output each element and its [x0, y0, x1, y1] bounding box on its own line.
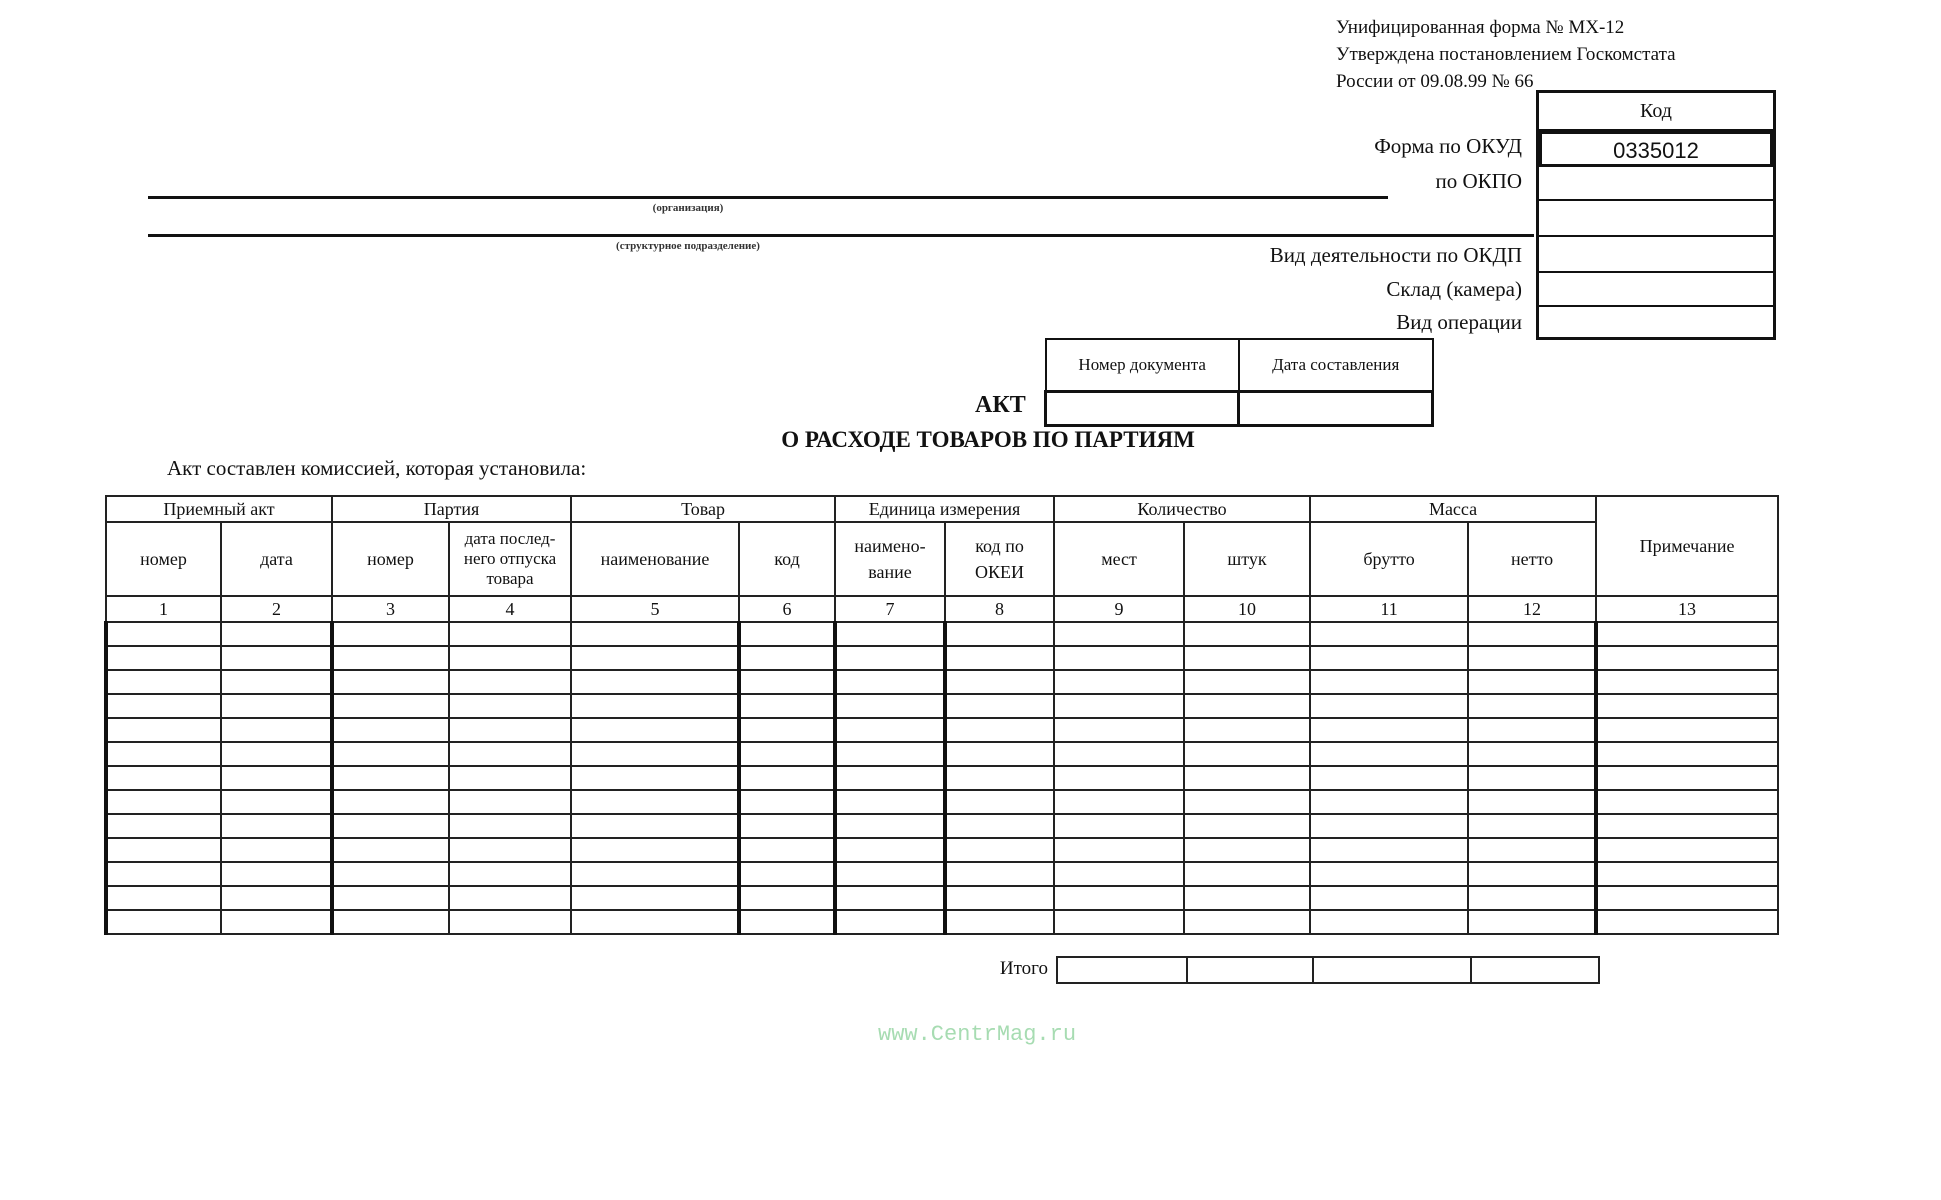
table-cell[interactable]	[571, 862, 739, 886]
table-cell[interactable]	[106, 886, 221, 910]
table-cell[interactable]	[571, 814, 739, 838]
table-cell[interactable]	[332, 910, 449, 934]
table-cell[interactable]	[1596, 790, 1778, 814]
doc-number-header: Номер документа	[1046, 339, 1239, 391]
goods-table	[104, 495, 1779, 935]
table-cell[interactable]	[1054, 910, 1184, 934]
form-approved-date: России от 09.08.99 № 66	[1336, 71, 1534, 92]
table-cell[interactable]	[1310, 790, 1468, 814]
table-cell[interactable]	[221, 718, 332, 742]
table-cell[interactable]	[739, 646, 835, 670]
table-cell[interactable]	[1310, 910, 1468, 934]
table-cell[interactable]	[221, 790, 332, 814]
act-title: АКТ	[975, 392, 1026, 418]
table-cell[interactable]	[739, 670, 835, 694]
table-cell[interactable]	[106, 670, 221, 694]
doc-number-value[interactable]	[1046, 391, 1239, 425]
table-cell[interactable]	[945, 622, 1054, 646]
table-cell[interactable]	[106, 862, 221, 886]
col-last-release-date: дата послед-него отпуска товара	[449, 522, 571, 596]
table-cell[interactable]	[1054, 718, 1184, 742]
table-cell[interactable]	[106, 838, 221, 862]
table-cell[interactable]	[1468, 718, 1596, 742]
group-priemny-akt: Приемный акт	[106, 496, 332, 522]
table-cell[interactable]	[945, 766, 1054, 790]
table-row	[106, 742, 1778, 766]
table-cell[interactable]	[1596, 838, 1778, 862]
table-cell[interactable]	[1184, 862, 1310, 886]
table-cell[interactable]	[221, 670, 332, 694]
table-cell[interactable]	[1596, 646, 1778, 670]
table-cell[interactable]	[106, 742, 221, 766]
table-cell[interactable]	[332, 646, 449, 670]
table-cell[interactable]	[1310, 718, 1468, 742]
group-unit: Единица измерения	[835, 496, 1054, 522]
column-number: 10	[1184, 596, 1310, 622]
table-cell[interactable]	[106, 718, 221, 742]
table-cell[interactable]	[835, 862, 945, 886]
table-cell[interactable]	[571, 622, 739, 646]
table-cell[interactable]	[1596, 694, 1778, 718]
table-row	[106, 790, 1778, 814]
table-cell[interactable]	[449, 910, 571, 934]
table-cell[interactable]	[945, 670, 1054, 694]
table-cell[interactable]	[571, 766, 739, 790]
table-cell[interactable]	[1468, 790, 1596, 814]
table-cell[interactable]	[739, 694, 835, 718]
table-cell[interactable]	[945, 790, 1054, 814]
table-cell[interactable]	[571, 790, 739, 814]
table-cell[interactable]	[449, 790, 571, 814]
group-note: Примечание	[1596, 496, 1778, 596]
table-cell[interactable]	[449, 886, 571, 910]
table-cell[interactable]	[1054, 742, 1184, 766]
total-label: Итого	[999, 958, 1048, 979]
table-cell[interactable]	[1310, 838, 1468, 862]
column-number: 12	[1468, 596, 1596, 622]
table-cell[interactable]	[106, 814, 221, 838]
column-number: 1	[106, 596, 221, 622]
table-cell[interactable]	[1310, 766, 1468, 790]
table-cell[interactable]	[106, 694, 221, 718]
doc-date-value[interactable]	[1239, 391, 1433, 425]
table-cell[interactable]	[221, 886, 332, 910]
watermark: www.CentrMag.ru	[878, 1022, 1077, 1047]
table-cell[interactable]	[835, 766, 945, 790]
table-cell[interactable]	[1468, 862, 1596, 886]
table-cell[interactable]	[1310, 622, 1468, 646]
table-cell[interactable]	[835, 694, 945, 718]
table-cell[interactable]	[1596, 766, 1778, 790]
table-cell[interactable]	[1468, 838, 1596, 862]
table-cell[interactable]	[1054, 646, 1184, 670]
table-cell[interactable]	[1054, 790, 1184, 814]
table-cell[interactable]	[1310, 886, 1468, 910]
table-cell[interactable]	[1184, 766, 1310, 790]
column-number: 4	[449, 596, 571, 622]
table-cell[interactable]	[449, 766, 571, 790]
table-cell[interactable]	[945, 814, 1054, 838]
table-cell[interactable]	[1310, 646, 1468, 670]
table-cell[interactable]	[449, 718, 571, 742]
table-cell[interactable]	[945, 838, 1054, 862]
table-cell[interactable]	[332, 742, 449, 766]
document-box	[1044, 338, 1434, 427]
operation-value[interactable]	[1539, 307, 1773, 337]
table-cell[interactable]	[1468, 910, 1596, 934]
table-cell[interactable]	[835, 910, 945, 934]
table-row	[106, 694, 1778, 718]
table-cell[interactable]	[1184, 886, 1310, 910]
act-subtitle: О РАСХОДЕ ТОВАРОВ ПО ПАРТИЯМ	[781, 427, 1195, 452]
table-cell[interactable]	[571, 718, 739, 742]
table-cell[interactable]	[1184, 622, 1310, 646]
table-cell[interactable]	[221, 838, 332, 862]
total-net[interactable]	[1471, 957, 1599, 983]
table-cell[interactable]	[1310, 814, 1468, 838]
okud-value[interactable]: 0335012	[1539, 131, 1773, 167]
column-number: 3	[332, 596, 449, 622]
table-row	[106, 718, 1778, 742]
table-cell[interactable]	[449, 622, 571, 646]
table-cell[interactable]	[1596, 862, 1778, 886]
table-cell[interactable]	[332, 694, 449, 718]
table-cell[interactable]	[1184, 910, 1310, 934]
table-cell[interactable]	[449, 862, 571, 886]
column-number: 11	[1310, 596, 1468, 622]
table-cell[interactable]	[332, 622, 449, 646]
form-approved: Утверждена постановлением Госкомстата	[1336, 44, 1676, 65]
table-cell[interactable]	[1310, 742, 1468, 766]
table-cell[interactable]	[835, 742, 945, 766]
table-cell[interactable]	[835, 790, 945, 814]
table-cell[interactable]	[1468, 694, 1596, 718]
table-cell[interactable]	[1054, 622, 1184, 646]
table-cell[interactable]	[106, 766, 221, 790]
table-cell[interactable]	[1596, 718, 1778, 742]
table-cell[interactable]	[449, 742, 571, 766]
table-cell[interactable]	[739, 742, 835, 766]
table-cell[interactable]	[945, 910, 1054, 934]
col-net: нетто	[1468, 522, 1596, 596]
table-cell[interactable]	[1310, 862, 1468, 886]
table-cell[interactable]	[1596, 670, 1778, 694]
col-goods-code: код	[739, 522, 835, 596]
table-cell[interactable]	[449, 670, 571, 694]
table-cell[interactable]	[945, 718, 1054, 742]
table-cell[interactable]	[449, 646, 571, 670]
table-cell[interactable]	[739, 862, 835, 886]
table-cell[interactable]	[1468, 646, 1596, 670]
table-cell[interactable]	[221, 694, 332, 718]
table-cell[interactable]	[571, 670, 739, 694]
table-cell[interactable]	[739, 886, 835, 910]
totals-table	[1056, 956, 1600, 984]
table-cell[interactable]	[221, 646, 332, 670]
table-cell[interactable]	[106, 622, 221, 646]
table-cell[interactable]	[1054, 694, 1184, 718]
table-cell[interactable]	[332, 838, 449, 862]
column-number: 6	[739, 596, 835, 622]
table-cell[interactable]	[739, 766, 835, 790]
table-cell[interactable]	[1054, 838, 1184, 862]
table-cell[interactable]	[1054, 670, 1184, 694]
table-cell[interactable]	[571, 886, 739, 910]
col-akt-number: номер	[106, 522, 221, 596]
table-cell[interactable]	[945, 742, 1054, 766]
table-cell[interactable]	[739, 622, 835, 646]
table-row	[106, 622, 1778, 646]
table-cell[interactable]	[221, 766, 332, 790]
table-row	[106, 766, 1778, 790]
table-cell[interactable]	[1184, 670, 1310, 694]
table-cell[interactable]	[1184, 694, 1310, 718]
table-cell[interactable]	[332, 886, 449, 910]
organization-caption: (организация)	[652, 202, 724, 214]
table-cell[interactable]	[1054, 886, 1184, 910]
sklad-value[interactable]	[1539, 273, 1773, 307]
table-row	[106, 814, 1778, 838]
column-number: 5	[571, 596, 739, 622]
col-pieces: штук	[1184, 522, 1310, 596]
table-cell[interactable]	[1596, 622, 1778, 646]
okud-label: Форма по ОКУД	[1374, 134, 1522, 158]
code-header: Код	[1539, 93, 1773, 131]
table-cell[interactable]	[449, 814, 571, 838]
column-number: 13	[1596, 596, 1778, 622]
form-header	[1336, 14, 1676, 95]
table-cell[interactable]	[106, 646, 221, 670]
column-number: 7	[835, 596, 945, 622]
table-cell[interactable]	[835, 646, 945, 670]
table-cell[interactable]	[835, 838, 945, 862]
table-cell[interactable]	[1184, 742, 1310, 766]
table-cell[interactable]	[945, 886, 1054, 910]
okpo-value[interactable]	[1539, 167, 1773, 201]
table-cell[interactable]	[1310, 670, 1468, 694]
total-gross[interactable]	[1313, 957, 1471, 983]
doc-date-header: Дата составления	[1239, 339, 1433, 391]
okpo-value-2[interactable]	[1539, 201, 1773, 237]
table-cell[interactable]	[945, 862, 1054, 886]
table-cell[interactable]	[221, 622, 332, 646]
table-cell[interactable]	[945, 694, 1054, 718]
group-mass: Масса	[1310, 496, 1596, 522]
table-cell[interactable]	[835, 718, 945, 742]
table-cell[interactable]	[835, 814, 945, 838]
table-cell[interactable]	[332, 766, 449, 790]
table-cell[interactable]	[1596, 742, 1778, 766]
group-partiya: Партия	[332, 496, 571, 522]
table-cell[interactable]	[332, 814, 449, 838]
table-cell[interactable]	[571, 838, 739, 862]
column-number: 2	[221, 596, 332, 622]
table-cell[interactable]	[332, 862, 449, 886]
table-cell[interactable]	[106, 790, 221, 814]
table-cell[interactable]	[571, 910, 739, 934]
table-cell[interactable]	[739, 814, 835, 838]
sklad-label: Склад (камера)	[1386, 277, 1522, 301]
form-number: Унифицированная форма № МХ-12	[1336, 17, 1625, 38]
table-cell[interactable]	[1184, 790, 1310, 814]
okdp-label: Вид деятельности по ОКДП	[1269, 243, 1522, 267]
table-cell[interactable]	[739, 910, 835, 934]
table-body	[106, 622, 1778, 934]
table-cell[interactable]	[1596, 886, 1778, 910]
table-cell[interactable]	[739, 838, 835, 862]
col-gross: брутто	[1310, 522, 1468, 596]
table-cell[interactable]	[449, 838, 571, 862]
table-cell[interactable]	[332, 718, 449, 742]
column-number: 9	[1054, 596, 1184, 622]
column-numbers-row	[106, 596, 1778, 622]
act-intro: Акт составлен комиссией, которая установила:	[167, 456, 587, 480]
table-cell[interactable]	[1468, 670, 1596, 694]
table-cell[interactable]	[1054, 766, 1184, 790]
total-pieces[interactable]	[1187, 957, 1313, 983]
table-row	[106, 670, 1778, 694]
okdp-value[interactable]	[1539, 237, 1773, 273]
table-cell[interactable]	[221, 814, 332, 838]
col-unit-okei: код по ОКЕИ	[945, 522, 1054, 596]
table-cell[interactable]	[1468, 886, 1596, 910]
table-cell[interactable]	[1054, 862, 1184, 886]
okpo-label: по ОКПО	[1435, 169, 1522, 193]
table-cell[interactable]	[739, 718, 835, 742]
col-batch-number: номер	[332, 522, 449, 596]
division-line[interactable]	[148, 234, 1534, 237]
column-number: 8	[945, 596, 1054, 622]
table-cell[interactable]	[332, 670, 449, 694]
col-akt-date: дата	[221, 522, 332, 596]
table-cell[interactable]	[571, 694, 739, 718]
table-cell[interactable]	[1184, 646, 1310, 670]
table-cell[interactable]	[1054, 814, 1184, 838]
operation-label: Вид операции	[1396, 310, 1522, 334]
col-unit-name: наимено-вание	[835, 522, 945, 596]
group-tovar: Товар	[571, 496, 835, 522]
table-cell[interactable]	[571, 742, 739, 766]
table-cell[interactable]	[835, 622, 945, 646]
table-row	[106, 838, 1778, 862]
division-caption: (структурное подразделение)	[616, 240, 760, 252]
table-cell[interactable]	[1596, 910, 1778, 934]
table-cell[interactable]	[1468, 814, 1596, 838]
total-places[interactable]	[1057, 957, 1187, 983]
table-cell[interactable]	[449, 694, 571, 718]
table-row	[106, 862, 1778, 886]
table-cell[interactable]	[835, 886, 945, 910]
table-cell[interactable]	[1184, 718, 1310, 742]
col-goods-name: наименование	[571, 522, 739, 596]
table-row	[106, 646, 1778, 670]
table-cell[interactable]	[221, 910, 332, 934]
table-cell[interactable]	[1184, 814, 1310, 838]
table-cell[interactable]	[739, 790, 835, 814]
col-places: мест	[1054, 522, 1184, 596]
table-cell[interactable]	[945, 646, 1054, 670]
table-cell[interactable]	[1468, 742, 1596, 766]
table-cell[interactable]	[1468, 766, 1596, 790]
organization-line[interactable]	[148, 196, 1388, 199]
table-cell[interactable]	[571, 646, 739, 670]
table-row	[106, 886, 1778, 910]
table-cell[interactable]	[1310, 694, 1468, 718]
table-cell[interactable]	[221, 742, 332, 766]
table-cell[interactable]	[1184, 838, 1310, 862]
table-cell[interactable]	[221, 862, 332, 886]
table-cell[interactable]	[1596, 814, 1778, 838]
table-cell[interactable]	[332, 790, 449, 814]
group-quantity: Количество	[1054, 496, 1310, 522]
table-cell[interactable]	[835, 670, 945, 694]
code-box	[1536, 90, 1776, 340]
table-row	[106, 910, 1778, 934]
table-cell[interactable]	[1468, 622, 1596, 646]
table-cell[interactable]	[106, 910, 221, 934]
